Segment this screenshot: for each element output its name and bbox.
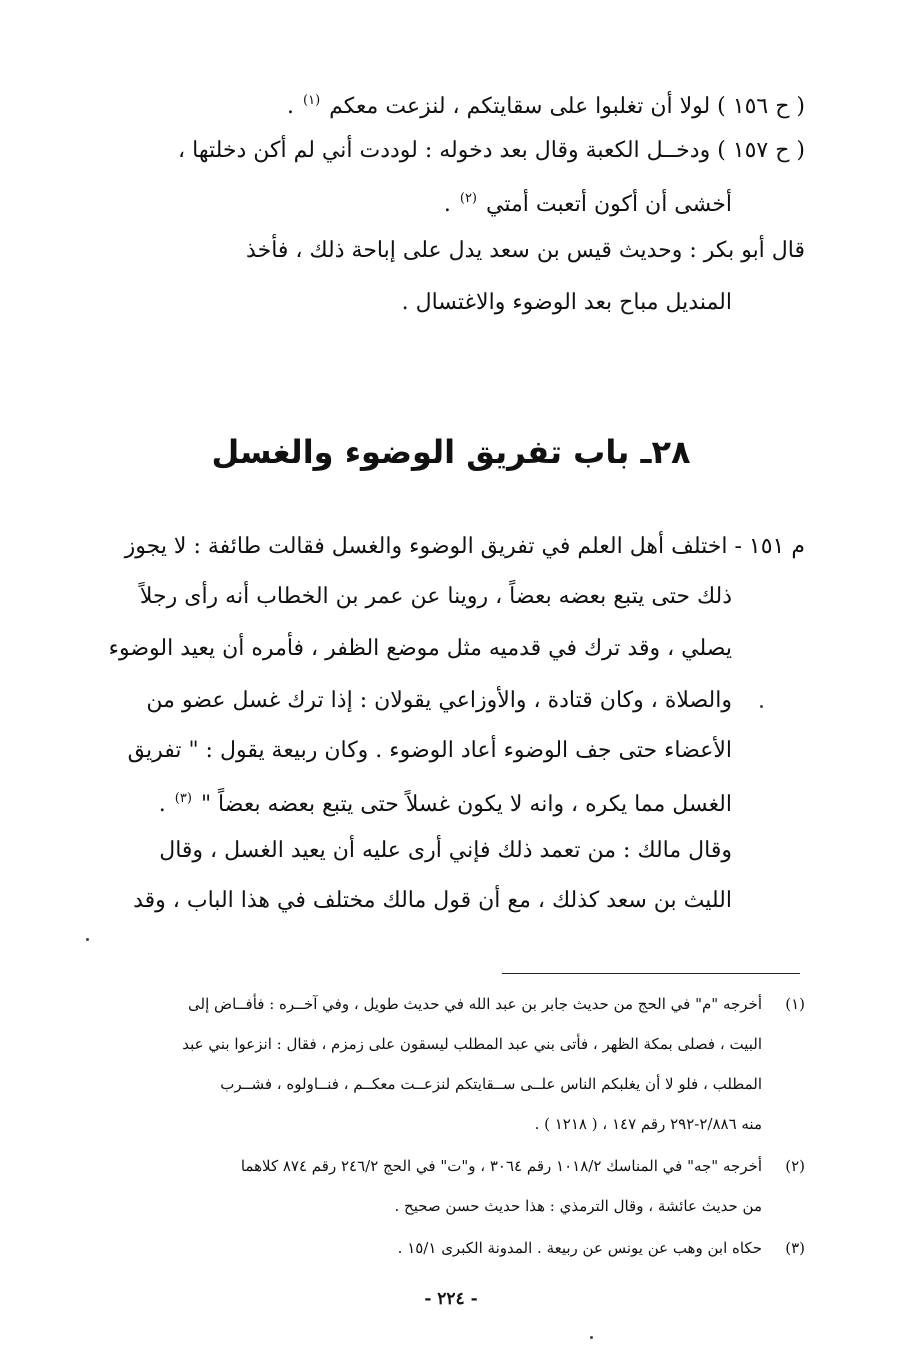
hadith-156-end: . (287, 94, 295, 119)
masala-151-line-5: الأعضاء حتى جف الوضوء أعاد الوضوء . وكان ربيعة يقول : " تفريق (127, 738, 732, 763)
masala-151-line-2: ذلك حتى يتبع بعضه بعضاً ، روينا عن عمر بن الخطاب أنه رأى رجلاً (139, 584, 732, 609)
masala-151-text: الغسل مما يكره ، وانه لا يكون غسلاً حتى يتبع بعضه بعضاً " (200, 792, 732, 817)
masala-151-end: . (158, 792, 166, 817)
abu-bakr-line-1: قال أبو بكر : وحديث قيس بن سعد يدل على إباحة ذلك ، فأخذ (246, 238, 805, 263)
scan-speck (760, 705, 763, 708)
hadith-157-text: أخشى أن أكون أتعبت أمتي (486, 192, 732, 217)
scan-speck (86, 938, 89, 941)
hadith-157-end: . (443, 192, 451, 217)
hadith-156-text: ( ح ١٥٦ ) لولا أن تغلبوا على سقايتكم ، لنزعت معكم (329, 94, 805, 119)
footnote-1-line-1: أخرجه "م" في الحج من حديث جابر بن عبد الله في حديث طويل ، وفي آخــره : فأفــاض إلى (188, 995, 762, 1013)
hadith-157-line-2 (444, 182, 732, 222)
footnote-1-line-3: المطلب ، فلو لا أن يغلبكم الناس علــى ســقايتكم لنزعــت معكــم ، فنــاولوه ، فشــرب (220, 1075, 762, 1093)
footnote-ref-2: (٢) (459, 191, 477, 206)
footnote-1-number: (١) (785, 995, 805, 1013)
malik-line-1: وقال مالك : من تعمد ذلك فإني أرى عليه أن يعيد الغسل ، وقال (159, 838, 732, 863)
masala-151-line-6 (159, 782, 732, 822)
chapter-title: ٢٨ـ باب تفريق الوضوء والغسل (211, 433, 691, 471)
masala-151-line-4: والصلاة ، وكان قتادة ، والأوزاعي يقولان : إذا ترك غسل عضو من (146, 688, 732, 713)
hadith-156-line (287, 84, 805, 124)
footnote-2-number: (٢) (785, 1157, 805, 1175)
footnote-2-line-1: أخرجه "جه" في المناسك ١٠١٨/٢ رقم ٣٠٦٤ ، و"ت" في الحج ٢٤٦/٢ رقم ٨٧٤ كلاهما (240, 1157, 762, 1175)
footnote-1-line-2: البيت ، فصلى بمكة الظهر ، فأتى بني عبد المطلب ليسقون على زمزم ، فقال : انزعوا بني عبد (182, 1035, 762, 1053)
masala-151-line-3: يصلي ، وقد ترك في قدميه مثل موضع الظفر ، فأمره أن يعيد الوضوء (108, 636, 732, 661)
footnote-3-line-1: حكاه ابن وهب عن يونس عن ربيعة . المدونة الكبرى ١٥/١ . (397, 1239, 762, 1257)
abu-bakr-line-2: المنديل مباح بعد الوضوء والاغتسال . (401, 290, 732, 315)
footnote-3-number: (٣) (785, 1239, 805, 1257)
footnote-ref-1: (١) (303, 93, 321, 108)
page-number: - ٢٢٤ - (424, 1289, 478, 1309)
scan-speck (590, 1336, 593, 1339)
footnote-separator (502, 973, 800, 974)
footnote-2-line-2: من حديث عائشة ، وقال الترمذي : هذا حديث حسن صحيح . (394, 1197, 762, 1215)
masala-151-line-1: م ١٥١ - اختلف أهل العلم في تفريق الوضوء والغسل فقالت طائفة : لا يجوز (124, 534, 805, 559)
footnote-1-line-4: منه ٢/٨٨٦-٢٩٢ رقم ١٤٧ ، ( ١٢١٨ ) . (534, 1115, 762, 1133)
footnote-ref-3: (٣) (174, 791, 192, 806)
malik-line-2: الليث بن سعد كذلك ، مع أن قول مالك مختلف في هذا الباب ، وقد (133, 888, 732, 913)
hadith-157-line-1: ( ح ١٥٧ ) ودخــل الكعبة وقال بعد دخوله : لوددت أني لم أكن دخلتها ، (178, 138, 805, 163)
